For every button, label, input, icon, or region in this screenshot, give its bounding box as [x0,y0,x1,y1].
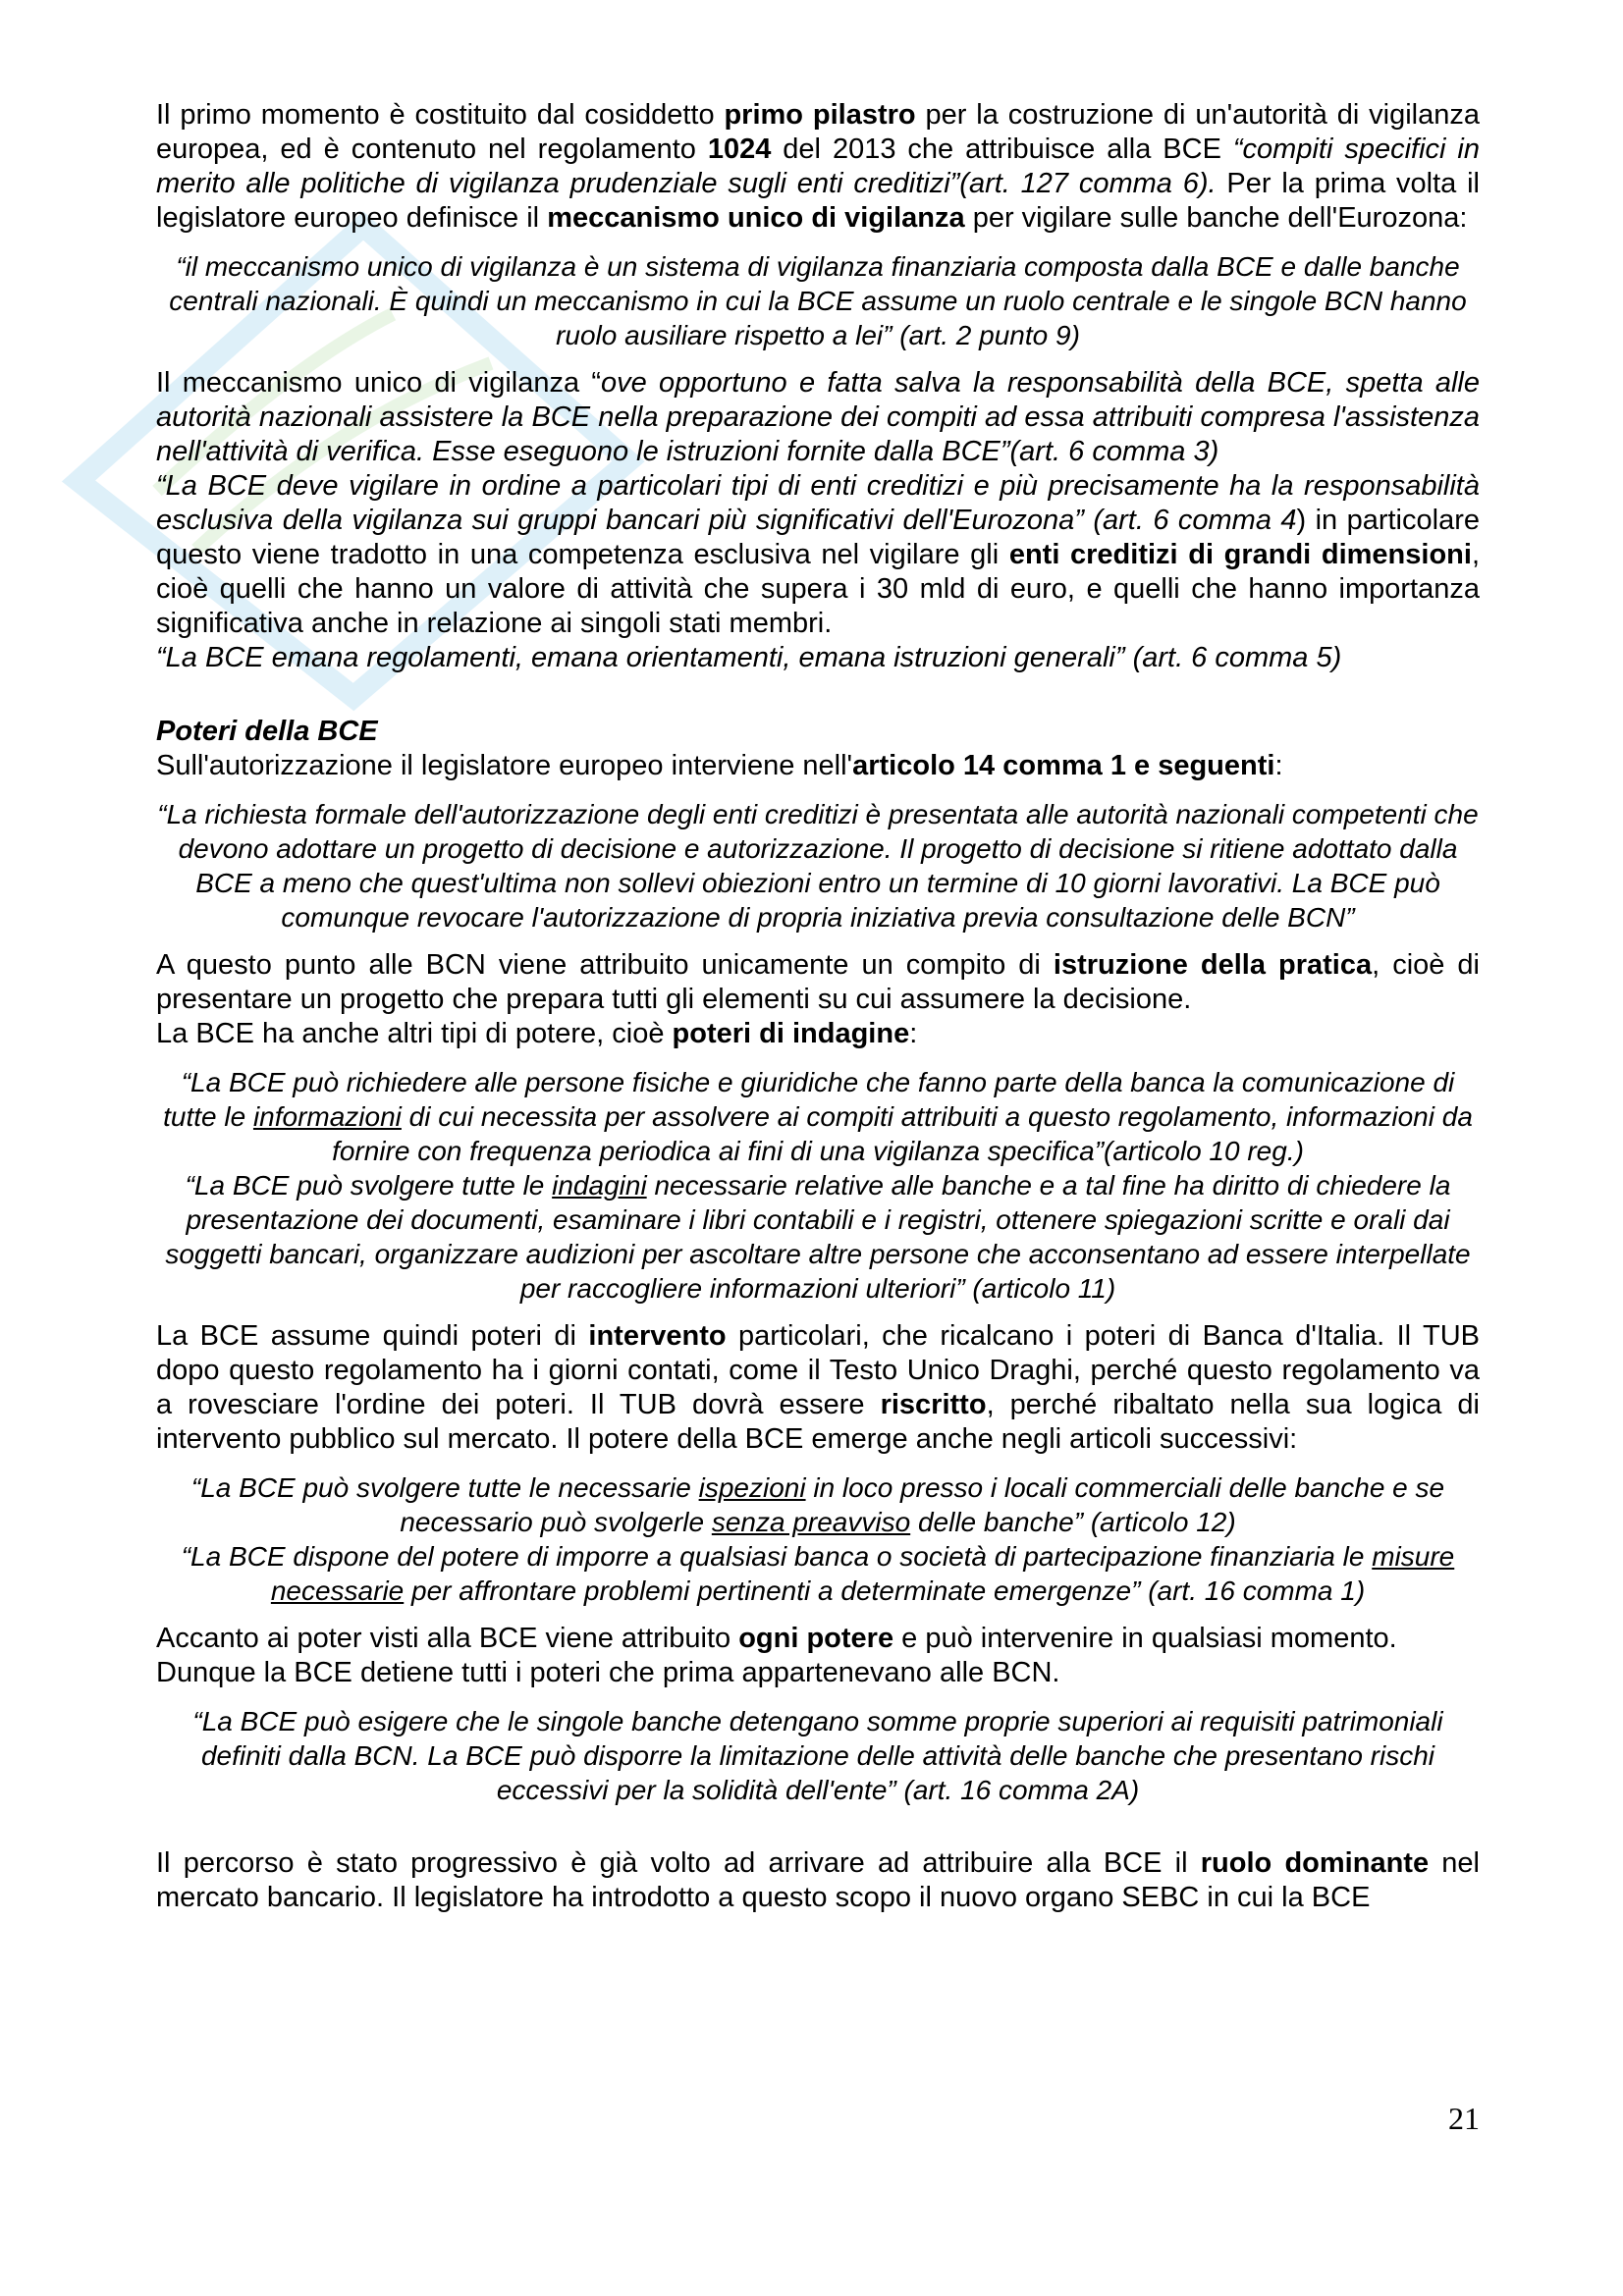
paragraph-primo-pilastro: Il primo momento è costituito dal cosiddetto primo pilastro per la costruzione di un'autorità di vigilanza europea, ed è contenuto nel regolamento 1024 del 2013 che attribuisce alla BCE “compiti specifici in merito alle politiche di vigilanza prudenziale sugli enti creditizi”(art. 127 comma 6). Per la prima volta il legislatore europeo definisce il meccanismo unico di vigilanza per vigilare sulle banche dell'Eurozona: [156,99,1481,234]
paragraph-ogni-potere: Accanto ai poter visti alla BCE viene attribuito ogni potere e può intervenire in qualsiasi momento. Dunque la BCE detiene tutti i poteri che prima appartenevano alle BCN. [156,1623,1397,1688]
page-number: 21 [1448,2101,1480,2136]
quote-art10-11: “La BCE può richiedere alle persone fisiche e giuridiche che fanno parte della banca la comunicazione di tutte le informazioni di cui necessita per assolvere ai compiti attribuiti a questo regolamento, informazioni da fornire con frequenza periodica ai fini di una vigilanza specifica”(articolo 10 reg.) “La BCE può svolgere tutte le indagini necessarie relative alle banche e a tal fine ha diritto di chiedere la presentazione dei documenti, esaminare i libri contabili e i registri, ottenere spiegazioni scritte e orali dai soggetti bancari, organizzare audizioni per ascoltare altre persone che acconsentano ad essere interpellate per raccogliere informazioni ulteriori” (articolo 11) [163,1067,1473,1304]
paragraph-ruolo-dominante: Il percorso è stato progressivo è già volto ad arrivare ad attribuire alla BCE il ruolo dominante nel mercato bancario. Il legislatore ha introdotto a questo scopo il nuovo organo SEBC in cui la BCE [156,1847,1480,1913]
paragraph-istruzione: A questo punto alle BCN viene attribuito unicamente un compito di istruzione della pratica, cioè di presentare un progetto che prepara tutti gli elementi su cui assumere la decisione. La BCE ha anche altri tipi di potere, cioè poteri di indagine: [156,949,1480,1049]
paragraph-meccanismo: Il meccanismo unico di vigilanza “ove opportuno e fatta salva la responsabilità della BCE, spetta alle autorità nazionali assistere la BCE nella preparazione dei compiti ad essa attribuiti compresa l'assistenza nell'attività di verifica. Esse eseguono le istruzioni fornite dalla BCE”(art. 6 comma 3) “La BCE deve vigilare in ordine a particolari tipi di enti creditizi e più precisamente ha la responsabilità esclusiva della vigilanza sui gruppi bancari più significativi dell'Eurozona” (art. 6 comma 4) in particolare questo viene tradotto in una competenza esclusiva nel vigilare gli enti creditizi di grandi dimensioni, cioè quelli che hanno un valore di attività che supera i 30 mld di euro, e quelli che hanno importanza significativa anche in relazione ai singoli stati membri. “La BCE emana regolamenti, emana orientamenti, emana istruzioni generali” (art. 6 comma 5) [156,367,1480,673]
paragraph-intervento: La BCE assume quindi poteri di intervento particolari, che ricalcano i poteri di Banca d'Italia. Il TUB dopo questo regolamento ha i giorni contati, come il Testo Unico Draghi, perché questo regolamento va a rovesciare l'ordine dei poteri. Il TUB dovrà essere riscritto, perché ribaltato nella sua logica di intervento pubblico sul mercato. Il potere della BCE emerge anche negli articoli successivi: [156,1320,1480,1455]
quote-art12-16: “La BCE può svolgere tutte le necessarie ispezioni in loco presso i locali commerciali delle banche e se necessario può svolgerle senza preavviso delle banche” (articolo 12) “La BCE dispone del potere di imporre a qualsiasi banca o società di partecipazione finanziaria le misure necessarie per affrontare problemi pertinenti a determinate emergenze” (art. 16 comma 1) [181,1472,1455,1606]
quote-art2: “il meccanismo unico di vigilanza è un sistema di vigilanza finanziaria composta dalla BCE e dalle banche centrali nazionali. È quindi un meccanismo in cui la BCE assume un ruolo centrale e le singole BCN hanno ruolo ausiliare rispetto a lei” (art. 2 punto 9) [169,251,1467,350]
paragraph-autorizzazione: Sull'autorizzazione il legislatore europeo interviene nell'articolo 14 comma 1 e seguenti: [156,750,1283,781]
section-heading: Poteri della BCE [156,716,378,747]
quote-art14: “La richiesta formale dell'autorizzazione degli enti creditizi è presentata alle autorità nazionali competenti che devono adottare un progetto di decisione e autorizzazione. Il progetto di decisione si ritiene adottato dalla BCE a meno che quest'ultima non sollevi obiezioni entro un termine di 10 giorni lavorativi. La BCE può comunque revocare l'autorizzazione di propria iniziativa previa consultazione delle BCN” [157,799,1479,933]
document-page [156,98,1480,1915]
quote-art16-2a: “La BCE può esigere che le singole banche detengano somme proprie superiori ai requisiti patrimoniali definiti dalla BCN. La BCE può disporre la limitazione delle attività delle banche che presentano rischi eccessivi per la solidità dell'ente” (art. 16 comma 2A) [192,1706,1443,1805]
